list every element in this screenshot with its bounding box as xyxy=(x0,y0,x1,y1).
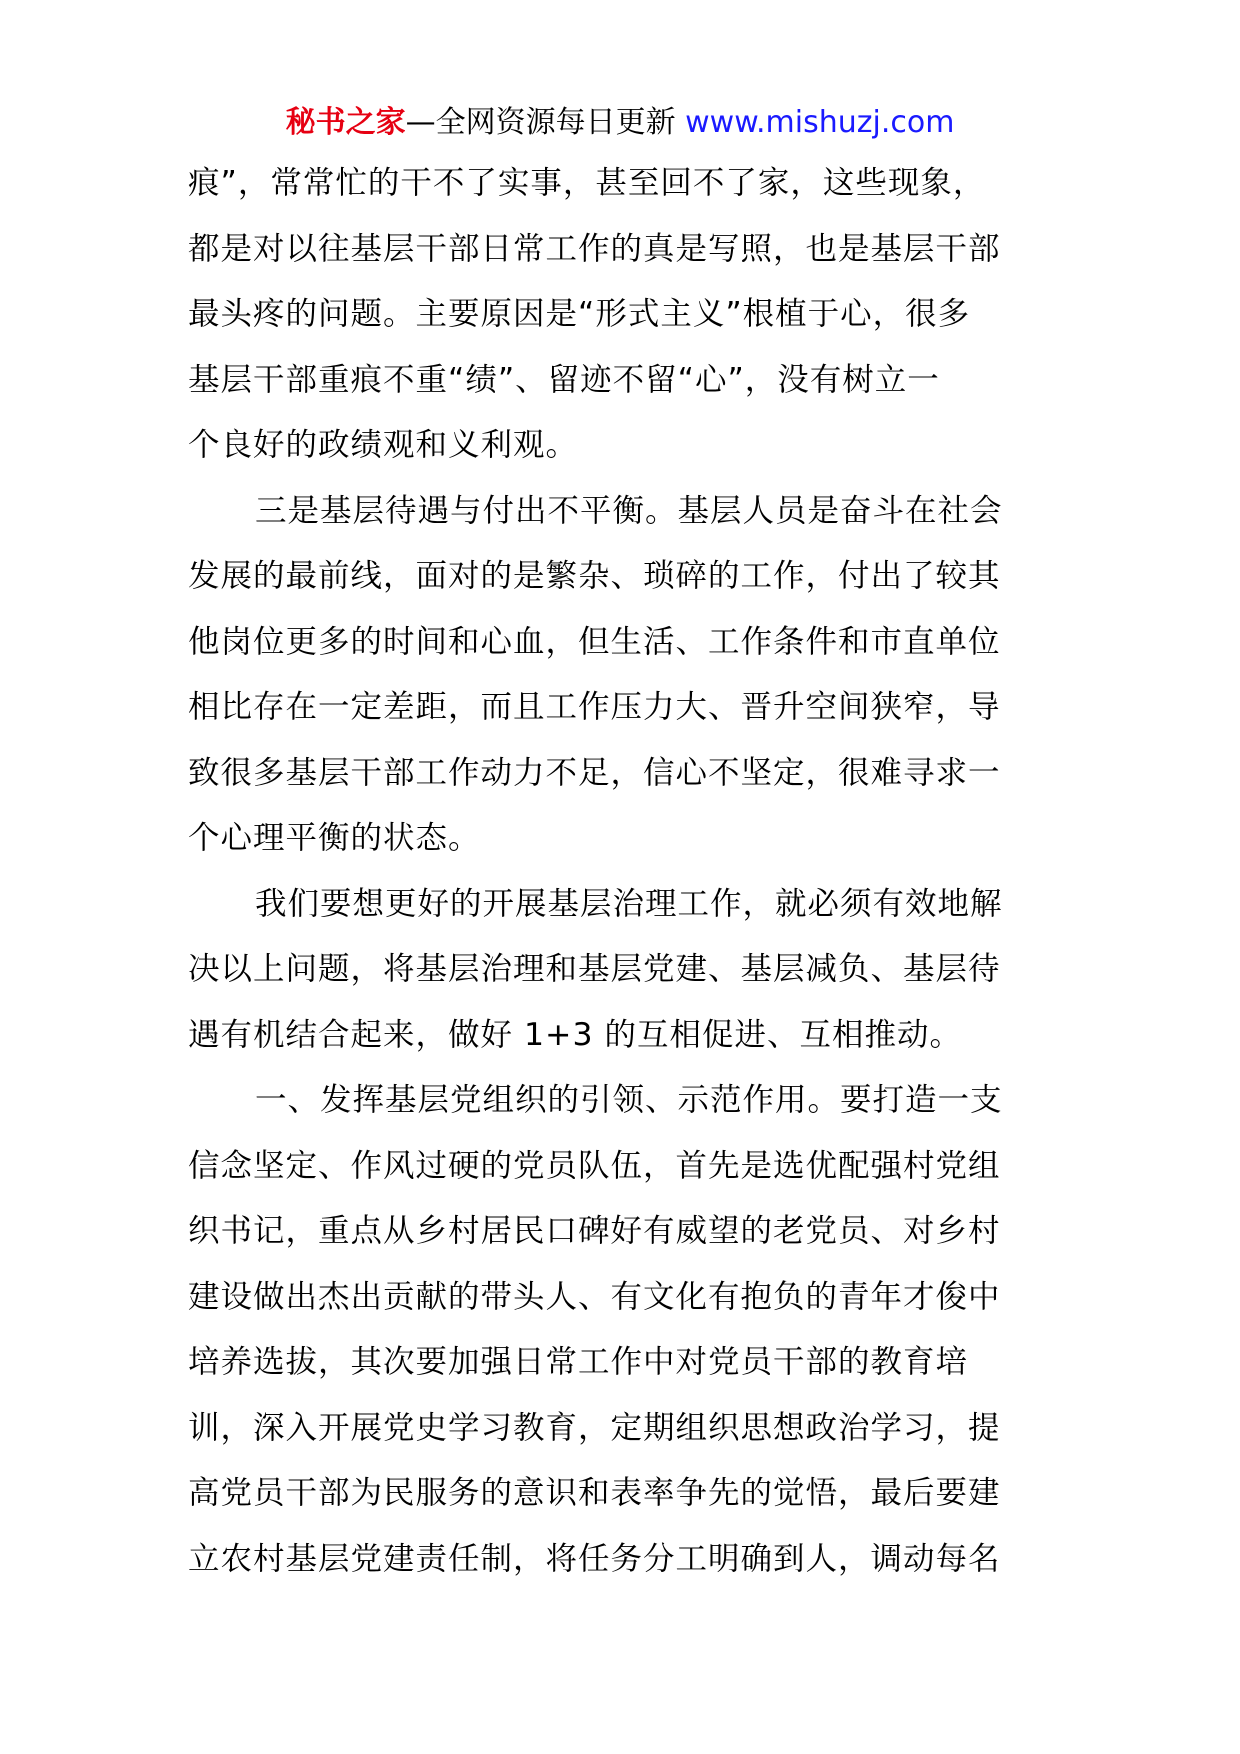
text-line: 发展的最前线，面对的是繁杂、琐碎的工作，付出了较其 xyxy=(188,558,1001,594)
text-line: 遇有机结合起来，做好 1+3 的互相促进、互相推动。 xyxy=(188,1016,963,1053)
text-line: 高党员干部为民服务的意识和表率争先的觉悟，最后要建 xyxy=(188,1475,1001,1511)
text-line: 信念坚定、作风过硬的党员队伍，首先是选优配强村党组 xyxy=(188,1147,1001,1184)
text-line: 我们要想更好的开展基层治理工作，就必须有效地解 xyxy=(255,885,1003,922)
text-line: 痕”，常常忙的干不了实事，甚至回不了家，这些现象， xyxy=(188,165,986,201)
site-header xyxy=(0,100,1240,146)
paragraph xyxy=(188,883,1068,1080)
text-line: 个良好的政绩观和义利观。 xyxy=(188,427,579,463)
text-line: 培养选拔，其次要加强日常工作中对党员干部的教育培 xyxy=(188,1344,969,1380)
text-line: 个心理平衡的状态。 xyxy=(188,820,481,856)
header-tagline: —全网资源每日更新 xyxy=(405,105,686,140)
text-line: 都是对以往基层干部日常工作的真是写照，也是基层干部 xyxy=(188,230,1001,267)
text-line: 致很多基层干部工作动力不足，信心不坚定，很难寻求一 xyxy=(188,754,1001,791)
text-line: 织书记，重点从乡村居民口碑好有威望的老党员、对乡村 xyxy=(188,1213,1001,1249)
text-line: 相比存在一定差距，而且工作压力大、晋升空间狭窄，导 xyxy=(188,689,1001,725)
paragraph xyxy=(188,490,1068,883)
paragraph xyxy=(188,1079,1068,1603)
text-line: 最头疼的问题。主要原因是“形式主义”根植于心，很多 xyxy=(188,296,971,332)
text-line: 决以上问题，将基层治理和基层党建、基层减负、基层待 xyxy=(188,951,1001,987)
document-body xyxy=(188,162,1068,1603)
text-line: 立农村基层党建责任制，将任务分工明确到人，调动每名 xyxy=(188,1540,1001,1577)
site-url-link[interactable]: www.mishuzj.com xyxy=(685,105,955,140)
text-line: 他岗位更多的时间和心血，但生活、工作条件和市直单位 xyxy=(188,623,1001,660)
paragraph xyxy=(188,162,1068,490)
text-line: 建设做出杰出贡献的带头人、有文化有抱负的青年才俊中 xyxy=(188,1278,1001,1315)
text-line: 一、发挥基层党组织的引领、示范作用。要打造一支 xyxy=(255,1082,1003,1118)
text-line: 训，深入开展党史学习教育，定期组织思想政治学习，提 xyxy=(188,1409,1001,1446)
text-line: 基层干部重痕不重“绩”、留迹不留“心”，没有树立一 xyxy=(188,361,940,398)
text-line: 三是基层待遇与付出不平衡。基层人员是奋斗在社会 xyxy=(255,492,1003,529)
brand-name: 秘书之家 xyxy=(285,105,406,140)
